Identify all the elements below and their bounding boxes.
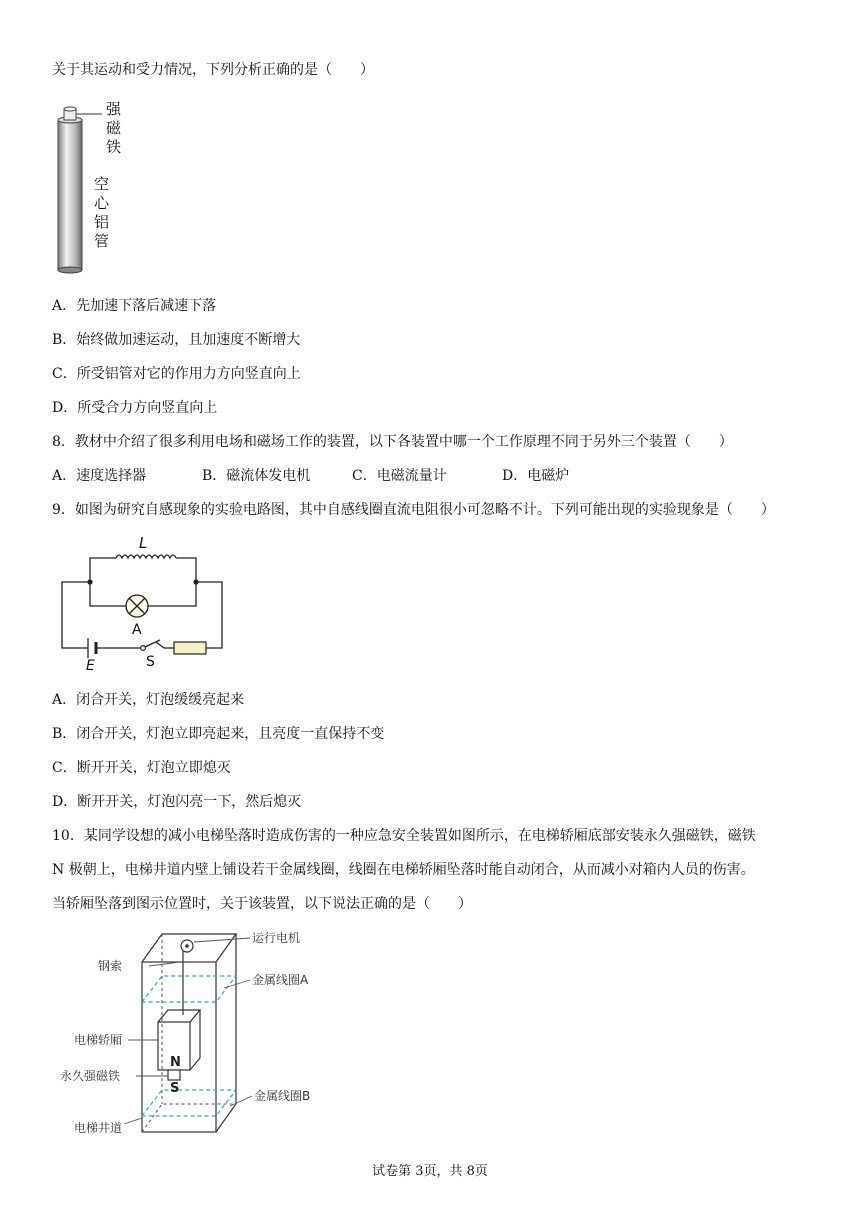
q7-option-d[interactable]: D．所受合力方向竖直向上 — [52, 400, 218, 416]
label-south-pole: S — [170, 1081, 180, 1096]
q7-option-c[interactable]: C．所受铝管对它的作用力方向竖直向上 — [52, 366, 301, 382]
label-shaft: 电梯井道 — [74, 1121, 123, 1135]
q10-stem-line1: 10．某同学设想的减小电梯坠落时造成伤害的一种应急安全装置如图所示，在电梯轿厢底部安装永久强磁铁，磁铁 — [52, 828, 756, 844]
label-inductor: L — [139, 534, 148, 552]
q8-option-c[interactable]: C．电磁流量计 — [352, 468, 447, 484]
switch-icon — [141, 640, 160, 650]
q9-option-c[interactable]: C．断开开关，灯泡立即熄灭 — [52, 760, 231, 776]
q10-stem-line3: 当轿厢坠落到图示位置时，关于该装置，以下说法正确的是（ ） — [52, 896, 472, 912]
label-switch: S — [146, 654, 155, 670]
label-permanent-magnet: 永久强磁铁 — [60, 1069, 121, 1083]
motor-icon — [181, 940, 193, 952]
q7-figure — [50, 100, 190, 285]
q9-stem: 9．如图为研究自感现象的实验电路图，其中自感线圈直流电阻很小可忽略不计。下列可能出现的实验现象是（ ） — [52, 502, 775, 518]
aluminium-tube — [58, 117, 82, 273]
q8-option-d[interactable]: D．电磁炉 — [502, 468, 570, 484]
q8-option-b[interactable]: B．磁流体发电机 — [202, 468, 311, 484]
q7-option-b[interactable]: B．始终做加速运动，且加速度不断增大 — [52, 332, 301, 348]
q10-stem-line2: N 极朝上，电梯井道内壁上铺设若干金属线圈，线圈在电梯轿厢坠落时能自动闭合，从而减小对箱内人员的伤害。 — [52, 862, 755, 878]
label-coil-a: 金属线圈A — [252, 973, 309, 987]
q8-option-a[interactable]: A．速度选择器 — [52, 468, 147, 484]
label-coil-b: 金属线圈B — [254, 1089, 311, 1103]
label-north-pole: N — [170, 1055, 181, 1070]
q9-option-a[interactable]: A．闭合开关，灯泡缓缓亮起来 — [52, 692, 245, 708]
q9-circuit-figure — [56, 530, 236, 670]
label-magnet: 强 磁 铁 — [106, 100, 122, 156]
label-cable: 钢索 — [98, 959, 123, 973]
q10-elevator-figure — [54, 926, 344, 1146]
q8-stem: 8．教材中介绍了很多利用电场和磁场工作的装置，以下各装置中哪一个工作原理不同于另外三个装置（ ） — [52, 434, 733, 450]
label-car: 电梯轿厢 — [74, 1033, 123, 1047]
label-motor: 运行电机 — [252, 931, 301, 945]
resistor-icon — [174, 642, 206, 654]
q9-option-d[interactable]: D．断开开关，灯泡闪亮一下，然后熄灭 — [52, 794, 302, 810]
label-battery: E — [86, 658, 95, 670]
label-tube: 空 心 铝 管 — [94, 175, 110, 250]
q7-option-a[interactable]: A．先加速下落后减速下落 — [52, 298, 217, 314]
metal-coil-a — [142, 976, 236, 1002]
page-footer: 试卷第 3页，共 8页 — [372, 1164, 488, 1179]
strong-magnet — [64, 107, 76, 120]
inductor-coil — [116, 555, 176, 558]
q7-stem: 关于其运动和受力情况，下列分析正确的是（ ） — [52, 62, 374, 78]
q9-option-b[interactable]: B．闭合开关，灯泡立即亮起来，且亮度一直保持不变 — [52, 726, 385, 742]
lamp-icon — [126, 595, 148, 617]
label-lamp: A — [132, 622, 142, 638]
battery-icon — [88, 638, 100, 658]
